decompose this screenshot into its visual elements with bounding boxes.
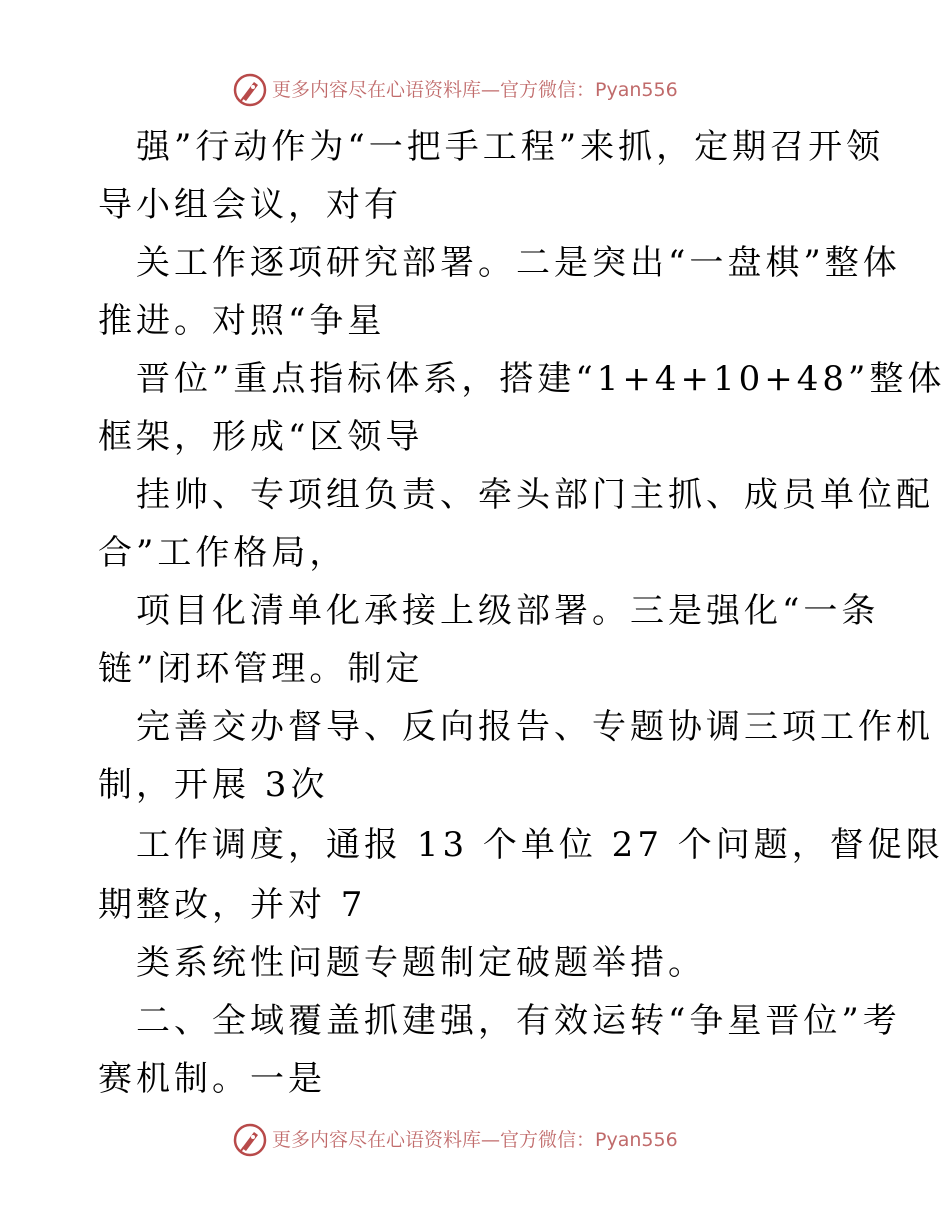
wechat-id: Pyan556 <box>595 1129 678 1151</box>
header-banner <box>0 70 950 110</box>
text-line: 类系统性问题专题制定破题举措。 <box>136 943 706 983</box>
text-line: 赛机制。一是 <box>98 1059 326 1099</box>
wechat-id: Pyan556 <box>595 79 678 101</box>
text-line: 工作调度，通报 13 个单位 27 个问题，督促限 <box>136 825 944 865</box>
text-line: 关工作逐项研究部署。二是突出“一盘棋”整体 <box>136 243 901 283</box>
banner-text: 更多内容尽在心语资料库—官方微信：Pyan556 <box>272 1129 678 1151</box>
text-line: 挂帅、专项组负责、牵头部门主抓、成员单位配 <box>136 475 934 515</box>
banner-text: 更多内容尽在心语资料库—官方微信：Pyan556 <box>272 79 678 101</box>
text-line: 项目化清单化承接上级部署。三是强化“一条 <box>136 591 880 631</box>
text-line: 晋位”重点指标体系，搭建“1+4+10+48”整体 <box>136 359 946 399</box>
pen-nib-logo-icon <box>232 72 268 108</box>
text-line: 完善交办督导、反向报告、专题协调三项工作机 <box>136 707 934 747</box>
text-line: 导小组会议，对有 <box>98 185 402 225</box>
footer-banner <box>0 1120 950 1160</box>
text-line: 框架，形成“区领导 <box>98 417 424 457</box>
text-line: 强”行动作为“一把手工程”来抓，定期召开领 <box>136 127 885 167</box>
text-line: 推进。对照“争星 <box>98 301 386 341</box>
text-line: 期整改，并对 7 <box>98 885 367 925</box>
section-heading-line: 二、全域覆盖抓建强，有效运转“争星晋位”考 <box>136 1001 901 1041</box>
text-line: 制，开展 3次 <box>98 765 329 805</box>
pen-nib-logo-icon <box>232 1122 268 1158</box>
text-line: 链”闭环管理。制定 <box>98 649 424 689</box>
text-line: 合”工作格局， <box>98 533 348 573</box>
